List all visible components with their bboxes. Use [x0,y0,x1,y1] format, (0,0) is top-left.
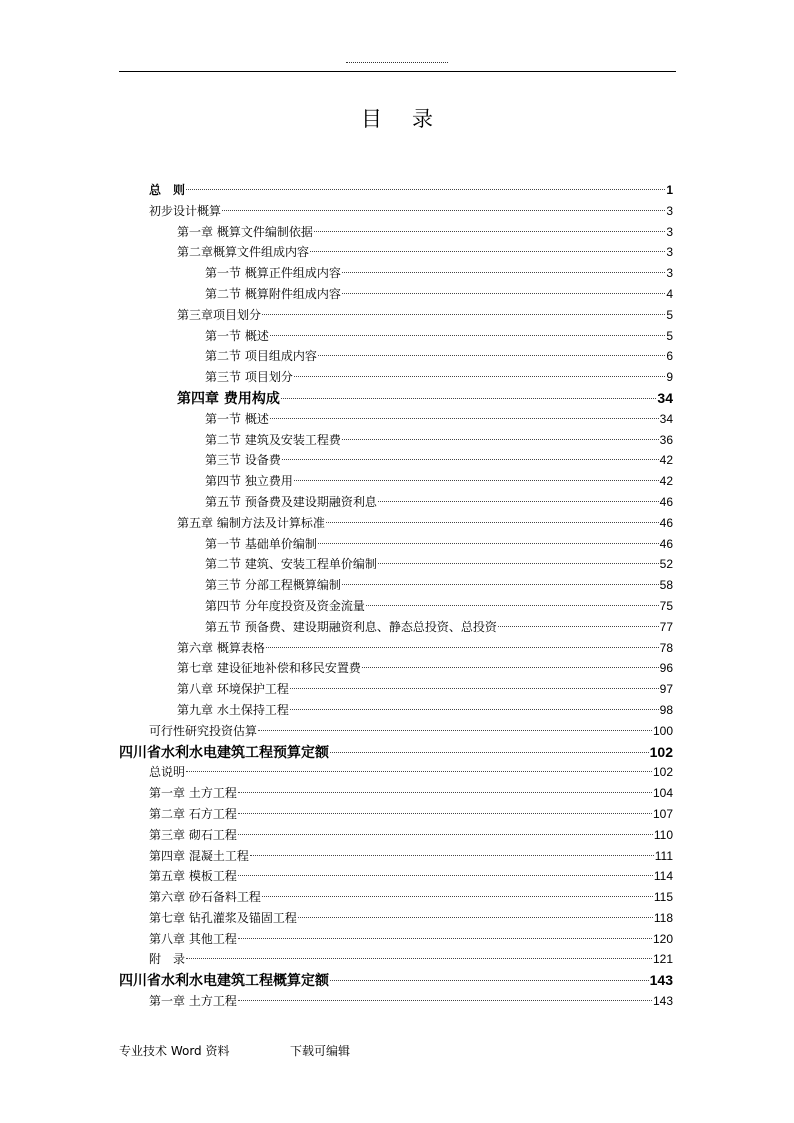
toc-entry-page-number: 78 [659,640,673,655]
toc-entry-label: 第五章 模板工程 [149,869,237,884]
toc-entry[interactable] [119,804,673,825]
toc-entry[interactable] [119,991,673,1012]
toc-entry[interactable] [119,450,673,471]
toc-entry-page-number: 115 [653,890,673,905]
toc-entry-label: 第一章 土方工程 [149,786,237,801]
toc-entry[interactable] [119,721,673,742]
toc-entry[interactable] [119,263,673,284]
toc-entry-label: 第四章 费用构成 [177,390,280,407]
toc-entry-label: 第一节 概述 [205,328,269,343]
toc-entry-page-number: 107 [652,806,673,821]
toc-entry-page-number: 75 [659,598,673,613]
toc-dot-leader [238,1000,652,1001]
toc-entry-label: 第一章 概算文件编制依据 [177,224,313,239]
toc-entry-label: 第二节 项目组成内容 [205,349,317,364]
toc-dot-leader [281,398,657,399]
toc-entry-label: 第二节 建筑、安装工程单价编制 [205,557,377,572]
toc-entry-page-number: 6 [666,349,673,364]
toc-entry[interactable] [119,180,673,201]
toc-entry-label: 第一章 土方工程 [149,994,237,1009]
toc-dot-leader [186,189,665,190]
toc-entry-page-number: 111 [654,848,673,863]
toc-entry-page-number: 46 [659,515,673,530]
toc-entry-page-number: 102 [649,743,673,760]
footer-left-text: 专业技术 Word 资料 [119,1044,230,1058]
toc-entry-page-number: 3 [666,245,673,260]
toc-entry-label: 第八章 环境保护工程 [177,682,289,697]
toc-entry[interactable] [119,554,673,575]
toc-entry-page-number: 3 [666,224,673,239]
toc-entry[interactable] [119,617,673,638]
table-of-contents [119,180,673,1012]
toc-entry-label: 第二章 石方工程 [149,806,237,821]
toc-entry[interactable] [119,762,673,783]
toc-entry[interactable] [119,305,673,326]
toc-entry[interactable] [119,596,673,617]
toc-dot-leader [250,855,654,856]
toc-entry-page-number: 104 [652,786,673,801]
toc-dot-leader [238,813,652,814]
toc-dot-leader [342,439,659,440]
toc-entry[interactable] [119,846,673,867]
toc-entry-page-number: 77 [659,619,673,634]
toc-dot-leader [270,335,665,336]
toc-entry-page-number: 42 [659,453,673,468]
toc-entry-label: 第二节 建筑及安装工程费 [205,432,341,447]
footer-right-text: 下载可编辑 [290,1044,351,1058]
toc-dot-leader [294,480,659,481]
toc-entry-page-number: 36 [659,432,673,447]
toc-entry[interactable] [119,513,673,534]
toc-entry-page-number: 52 [659,557,673,572]
toc-dot-leader [290,688,659,689]
toc-entry-page-number: 3 [666,203,673,218]
toc-entry-page-number: 143 [649,972,673,989]
header-dotted-line [346,62,448,63]
toc-entry-label: 初步设计概算 [149,203,222,218]
toc-entry-page-number: 97 [659,682,673,697]
toc-entry-label: 第七章 建设征地补偿和移民安置费 [177,661,361,676]
toc-entry-label: 可行性研究投资估算 [149,723,258,738]
toc-entry-label: 第四章 混凝土工程 [149,848,249,863]
toc-entry-label: 第三节 项目划分 [205,370,293,385]
toc-entry[interactable] [119,949,673,970]
toc-dot-leader [290,709,659,710]
toc-entry[interactable] [119,242,673,263]
toc-entry-label: 第六章 砂石备料工程 [149,890,261,905]
toc-entry-page-number: 5 [666,307,673,322]
toc-entry[interactable] [119,367,673,388]
toc-entry-page-number: 143 [652,994,673,1009]
toc-dot-leader [298,917,653,918]
toc-entry[interactable] [119,742,673,763]
toc-dot-leader [282,459,659,460]
toc-entry-label: 第四节 分年度投资及资金流量 [205,598,365,613]
toc-entry-label: 第九章 水土保持工程 [177,702,289,717]
page-title: 目录 [361,107,463,131]
toc-entry-page-number: 5 [666,328,673,343]
toc-dot-leader [262,896,653,897]
toc-entry-label: 第三节 分部工程概算编制 [205,578,341,593]
toc-entry-label: 第三章 砌石工程 [149,827,237,842]
toc-dot-leader [238,834,653,835]
toc-entry-label: 第一节 概算正件组成内容 [205,266,341,281]
toc-entry[interactable] [119,534,673,555]
toc-entry-label: 第二章概算文件组成内容 [177,245,310,260]
toc-dot-leader [362,667,659,668]
toc-entry[interactable] [119,783,673,804]
toc-dot-leader [330,752,649,753]
toc-dot-leader [186,771,652,772]
toc-dot-leader [238,875,653,876]
toc-entry-page-number: 9 [666,370,673,385]
toc-entry[interactable] [119,388,673,409]
toc-entry[interactable] [119,326,673,347]
toc-entry-label: 第三章项目划分 [177,307,262,322]
toc-entry[interactable] [119,471,673,492]
toc-entry-label: 第七章 钻孔灌浆及锚固工程 [149,910,297,925]
toc-dot-leader [342,584,659,585]
toc-entry-page-number: 118 [653,910,673,925]
toc-entry-page-number: 102 [652,765,673,780]
toc-entry[interactable] [119,575,673,596]
toc-entry[interactable] [119,970,673,991]
toc-entry-label: 第三节 设备费 [205,453,281,468]
toc-dot-leader [238,792,652,793]
toc-entry-page-number: 100 [652,723,673,738]
toc-entry-label: 总说明 [149,765,186,780]
toc-entry[interactable] [119,679,673,700]
toc-entry-page-number: 114 [653,869,673,884]
toc-dot-leader [310,251,665,252]
toc-entry[interactable] [119,825,673,846]
toc-entry[interactable] [119,658,673,679]
toc-entry[interactable] [119,908,673,929]
toc-entry-label: 第一节 概述 [205,411,269,426]
toc-dot-leader [378,563,659,564]
toc-entry[interactable] [119,430,673,451]
toc-entry[interactable] [119,346,673,367]
toc-entry-page-number: 110 [653,827,673,842]
toc-dot-leader [366,605,659,606]
toc-entry[interactable] [119,222,673,243]
toc-entry[interactable] [119,638,673,659]
toc-entry-page-number: 121 [652,952,673,967]
toc-entry[interactable] [119,201,673,222]
toc-entry-page-number: 34 [659,411,673,426]
toc-dot-leader [318,355,665,356]
toc-entry-label: 第四节 独立费用 [205,474,293,489]
toc-dot-leader [238,938,652,939]
toc-entry-page-number: 46 [659,494,673,509]
header-rule [119,71,676,72]
toc-entry-label: 总 则 [149,183,186,197]
toc-dot-leader [378,501,659,502]
toc-entry-page-number: 1 [666,183,673,197]
toc-dot-leader [266,647,659,648]
toc-entry[interactable] [119,284,673,305]
toc-dot-leader [270,418,659,419]
toc-dot-leader [342,272,665,273]
toc-dot-leader [318,543,659,544]
toc-entry-label: 第五节 预备费、建设期融资利息、静态总投资、总投资 [205,619,497,634]
toc-entry-page-number: 4 [666,286,673,301]
toc-entry[interactable] [119,887,673,908]
toc-dot-leader [258,730,652,731]
toc-entry-page-number: 96 [659,661,673,676]
toc-dot-leader [342,293,665,294]
toc-dot-leader [222,210,665,211]
toc-dot-leader [294,376,665,377]
toc-entry[interactable] [119,700,673,721]
toc-entry-label: 第五节 预备费及建设期融资利息 [205,494,377,509]
toc-entry-label: 第二节 概算附件组成内容 [205,286,341,301]
toc-entry-label: 第八章 其他工程 [149,931,237,946]
toc-entry-label: 四川省水利水电建筑工程概算定额 [119,973,329,990]
toc-entry-page-number: 120 [652,931,673,946]
toc-entry[interactable] [119,492,673,513]
toc-entry-label: 四川省水利水电建筑工程预算定额 [119,744,329,761]
toc-entry[interactable] [119,409,673,430]
toc-entry-page-number: 3 [666,266,673,281]
toc-entry-page-number: 42 [659,474,673,489]
toc-entry-label: 第五章 编制方法及计算标准 [177,515,325,530]
toc-entry-label: 第一节 基础单价编制 [205,536,317,551]
toc-dot-leader [314,231,665,232]
toc-entry-label: 附 录 [149,952,186,967]
toc-dot-leader [330,980,649,981]
toc-dot-leader [186,958,652,959]
toc-entry-page-number: 98 [659,702,673,717]
toc-dot-leader [262,314,665,315]
toc-entry[interactable] [119,929,673,950]
toc-dot-leader [326,522,659,523]
toc-entry-page-number: 46 [659,536,673,551]
toc-entry[interactable] [119,866,673,887]
toc-dot-leader [498,626,659,627]
toc-entry-label: 第六章 概算表格 [177,640,265,655]
toc-entry-page-number: 34 [657,389,673,406]
toc-entry-page-number: 58 [659,578,673,593]
